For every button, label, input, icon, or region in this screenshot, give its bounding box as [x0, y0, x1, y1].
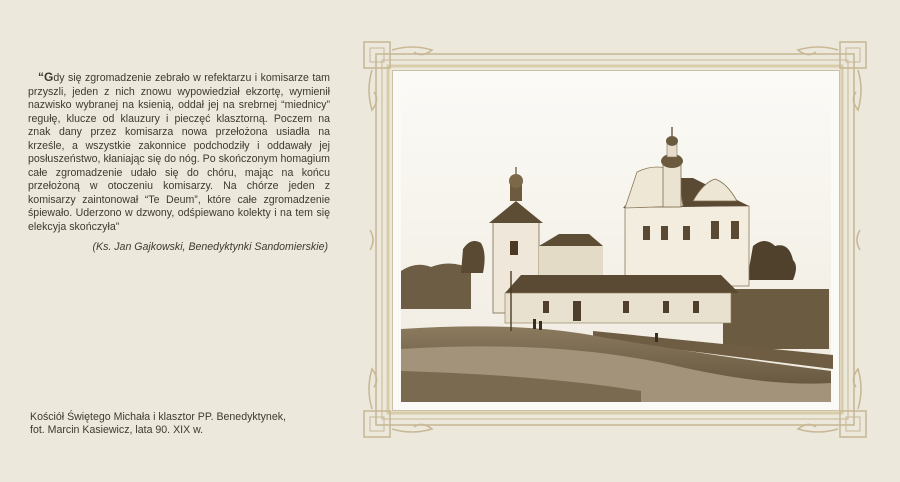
caption-line-1: Kościół Świętego Michała i klasztor PP. Benedyktynek, — [30, 411, 286, 423]
quote-text-block — [28, 71, 330, 234]
church-illustration — [393, 71, 839, 410]
quote-body: dy się zgromadzenie zebrało w refektarzu i komisarze tam przyszli, jeden z nich znowu wypowiedział ekzortę, wymienił nazwisko wybranej na ksienią, oddał jej na srebrnej “miednicy” regułę, klucze od klauzury i pieczęć klasztorną. Poczem na znak dany przez komisarza nowa przełożona usiadła na krześle, a wszystkie zakonnice podchodziły i oddawały jej posłuszeństwo, kłaniając się do nóg. Po skończonym homagium całe zgromadzenie udało się do chóru, mając na końcu przełożoną w otoczeniu komisarzy. Na chórze jeden z komisarzy zaintonował “Te Deum”, które całe zgromadzenie śpiewało. Uderzono w dzwony, odśpiewano kolekty i na tem się elekcyja skończyła” — [28, 72, 330, 233]
photo-caption — [30, 411, 330, 437]
ornamental-frame — [362, 40, 868, 439]
caption-line-2: fot. Marcin Kasiewicz, lata 90. XIX w. — [30, 424, 204, 436]
quote-dropcap: “G — [38, 70, 54, 84]
historical-photograph — [392, 70, 840, 411]
quote-attribution: (Ks. Jan Gajkowski, Benedyktynki Sandomierskie) — [92, 241, 328, 253]
